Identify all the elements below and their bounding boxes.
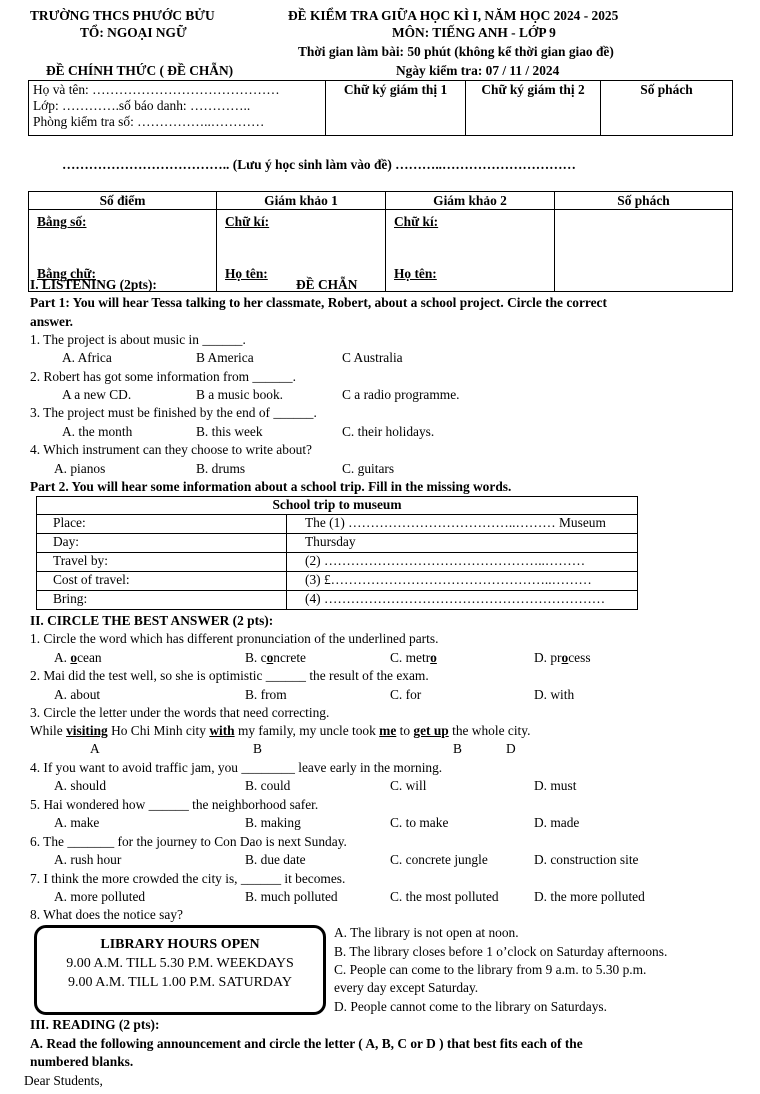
letter-greeting: Dear Students, [24,1073,103,1088]
trip-day-value: Thursday [287,534,638,553]
listening-q4: 4. Which instrument can they choose to write about? [30,442,312,457]
section-2-title: II. CIRCLE THE BEST ANSWER (2 pts): [30,613,274,628]
mc-q2-opt-c[interactable]: C. for [390,687,422,702]
listening-q4-opt-b[interactable]: B. drums [196,461,246,476]
code-number-cell: Số phách [601,81,733,136]
mc-q1: 1. Circle the word which has different pronunciation of the underlined parts. [30,631,439,646]
examiner-1-name: Họ tên: [225,266,268,282]
mc-q6: 6. The _______ for the journey to Con Dao is next Sunday. [30,834,347,849]
student-name-field[interactable]: Họ và tên: …………………………………… [33,82,280,97]
mc-q7-opt-c[interactable]: C. the most polluted [390,889,499,904]
school-trip-title: School trip to museum [37,497,638,515]
mc-q4-opt-c[interactable]: C. will [390,778,427,793]
listening-q2-opt-b[interactable]: B a music book. [196,387,284,402]
student-info-table [28,80,733,136]
exam-title: ĐỀ KIỂM TRA GIỮA HỌC KÌ I, NĂM HỌC 2024 - 2025 [288,8,619,23]
listening-q4-opt-a[interactable]: A. pianos [54,461,106,476]
exam-subject: MÔN: TIẾNG ANH - LỚP 9 [392,25,556,40]
trip-bring-blank[interactable]: (4) ……………………………………………………… [287,591,638,610]
trip-travel-label: Travel by: [37,553,287,572]
trip-travel-blank[interactable]: (2) …………………………………………..……… [287,553,638,572]
mc-q3-sentence: While visiting Ho Chi Minh city with my family, my uncle took me to get up the whole city. [30,723,531,738]
student-class-field[interactable]: Lớp: ………….số báo danh: ………….. [33,98,251,113]
reading-part-a-instruction: A. Read the following announcement and circle the letter ( A, B, C or D ) that best fits each of the [30,1036,583,1051]
mc-q6-opt-d[interactable]: D. construction site [534,852,639,867]
mc-q8: 8. What does the notice say? [30,907,183,922]
trip-day-label: Day: [37,534,287,553]
mc-q8-opt-c[interactable]: C. People can come to the library from 9 a.m. to 5.30 p.m. [334,962,647,977]
listening-q3-opt-c[interactable]: C. their holidays. [342,424,435,439]
mc-q7-opt-a[interactable]: A. more polluted [54,889,146,904]
mc-q3-letter-b[interactable]: B [253,741,262,756]
code-cell [555,210,733,292]
part2-instruction: Part 2. You will hear some information about a school trip. Fill in the missing words. [30,479,512,494]
listening-q3: 3. The project must be finished by the end of ______. [30,405,317,420]
section-1-title: I. LISTENING (2pts): [30,277,157,292]
examiner-1-sign: Chữ kí: [225,214,270,230]
score-header: Số điểm [29,192,217,210]
mc-q7: 7. I think the more crowded the city is, ______ it becomes. [30,871,346,886]
mc-q7-opt-b[interactable]: B. much polluted [245,889,338,904]
part1-instruction: Part 1: You will hear Tessa talking to her classmate, Robert, about a school project. Circle the correct [30,295,607,310]
part1-instruction-cont: answer. [30,314,74,329]
listening-q1: 1. The project is about music in ______. [30,332,246,347]
mc-q4-opt-b[interactable]: B. could [245,778,291,793]
invigilator-2-signature[interactable]: Chữ ký giám thị 2 [466,81,601,136]
mc-q5-opt-c[interactable]: C. to make [390,815,449,830]
trip-place-label: Place: [37,515,287,534]
reading-part-a-instruction-cont: numbered blanks. [30,1054,134,1069]
examiner-2-cell[interactable] [386,210,555,292]
score-in-numbers: Bằng số: [37,214,87,230]
mc-q5-opt-d[interactable]: D. made [534,815,580,830]
examiner-2-sign: Chữ kí: [394,214,439,230]
mc-q1-opt-c[interactable]: C. metro [390,650,437,665]
mc-q6-opt-b[interactable]: B. due date [245,852,306,867]
mc-q4: 4. If you want to avoid traffic jam, you ________ leave early in the morning. [30,760,443,775]
mc-q1-opt-a[interactable]: A. ocean [54,650,102,665]
mc-q3: 3. Circle the letter under the words that need correcting. [30,705,330,720]
exam-date: Ngày kiểm tra: 07 / 11 / 2024 [396,63,560,78]
trip-bring-label: Bring: [37,591,287,610]
mc-q5-opt-a[interactable]: A. make [54,815,100,830]
mc-q5: 5. Hai wondered how ______ the neighborhood safer. [30,797,319,812]
mc-q2: 2. Mai did the test well, so she is optimistic ______ the result of the exam. [30,668,429,683]
school-trip-table [36,496,638,610]
mc-q3-letter-a[interactable]: A [90,741,100,756]
official-label: ĐỀ CHÍNH THỨC ( ĐỀ CHẴN) [46,63,234,78]
listening-q3-opt-a[interactable]: A. the month [62,424,133,439]
mc-q8-opt-d[interactable]: D. People cannot come to the library on Saturdays. [334,999,607,1014]
note-line: ……………………………….. (Lưu ý học sinh làm vào đề) ………..………………………… [62,157,576,172]
trip-cost-blank[interactable]: (3) £…………………………………………..……… [287,572,638,591]
score-in-words: Bằng chữ: [37,266,97,282]
trip-place-blank[interactable]: The (1) ………………………………..……… Museum [287,515,638,534]
mc-q1-opt-b[interactable]: B. concrete [245,650,306,665]
listening-q2: 2. Robert has got some information from ______. [30,369,296,384]
mc-q1-opt-d[interactable]: D. process [534,650,591,665]
invigilator-1-signature[interactable]: Chữ ký giám thị 1 [326,81,466,136]
library-notice [34,925,326,1015]
department-name: TỔ: NGOẠI NGỮ [80,25,187,40]
mc-q3-letter-c[interactable]: B [453,741,462,756]
listening-q1-opt-a[interactable]: A. Africa [62,350,112,365]
examiner-2-name: Họ tên: [394,266,437,282]
exam-duration: Thời gian làm bài: 50 phút (không kể thời gian giao đề) [298,44,614,59]
mc-q8-opt-c-cont: every day except Saturday. [334,980,479,995]
mc-q2-opt-b[interactable]: B. from [245,687,287,702]
section-3-title: III. READING (2 pts): [30,1017,160,1032]
mc-q7-opt-d[interactable]: D. the more polluted [534,889,645,904]
examiner-2-header: Giám khảo 2 [386,192,555,210]
mc-q8-opt-b[interactable]: B. The library closes before 1 o’clock on Saturday afternoons. [334,944,668,959]
mc-q2-opt-a[interactable]: A. about [54,687,101,702]
mc-q4-opt-a[interactable]: A. should [54,778,107,793]
mc-q2-opt-d[interactable]: D. with [534,687,575,702]
listening-q2-opt-c[interactable]: C a radio programme. [342,387,460,402]
notice-saturday: 9.00 A.M. TILL 1.00 P.M. SATURDAY [68,975,292,991]
mc-q6-opt-c[interactable]: C. concrete jungle [390,852,488,867]
mc-q6-opt-a[interactable]: A. rush hour [54,852,122,867]
trip-cost-label: Cost of travel: [37,572,287,591]
listening-q1-opt-b[interactable]: B America [196,350,254,365]
code-header: Số phách [555,192,733,210]
student-room-field[interactable]: Phòng kiểm tra số: ……………..………… [33,114,265,129]
examiner-1-header: Giám khảo 1 [217,192,386,210]
listening-q2-opt-a[interactable]: A a new CD. [62,387,132,402]
mc-q8-opt-a[interactable]: A. The library is not open at noon. [334,925,519,940]
student-info-cell [29,81,326,136]
listening-q1-opt-c[interactable]: C Australia [342,350,403,365]
paper-tag: ĐỀ CHẴN [296,277,358,292]
notice-title: LIBRARY HOURS OPEN [100,937,260,952]
mc-q3-letter-d[interactable]: D [506,741,516,756]
listening-q3-opt-b[interactable]: B. this week [196,424,263,439]
listening-q4-opt-c[interactable]: C. guitars [342,461,395,476]
mc-q5-opt-b[interactable]: B. making [245,815,301,830]
school-name: TRƯỜNG THCS PHƯỚC BỬU [30,8,215,23]
notice-weekdays: 9.00 A.M. TILL 5.30 P.M. WEEKDAYS [66,956,294,972]
mc-q4-opt-d[interactable]: D. must [534,778,577,793]
